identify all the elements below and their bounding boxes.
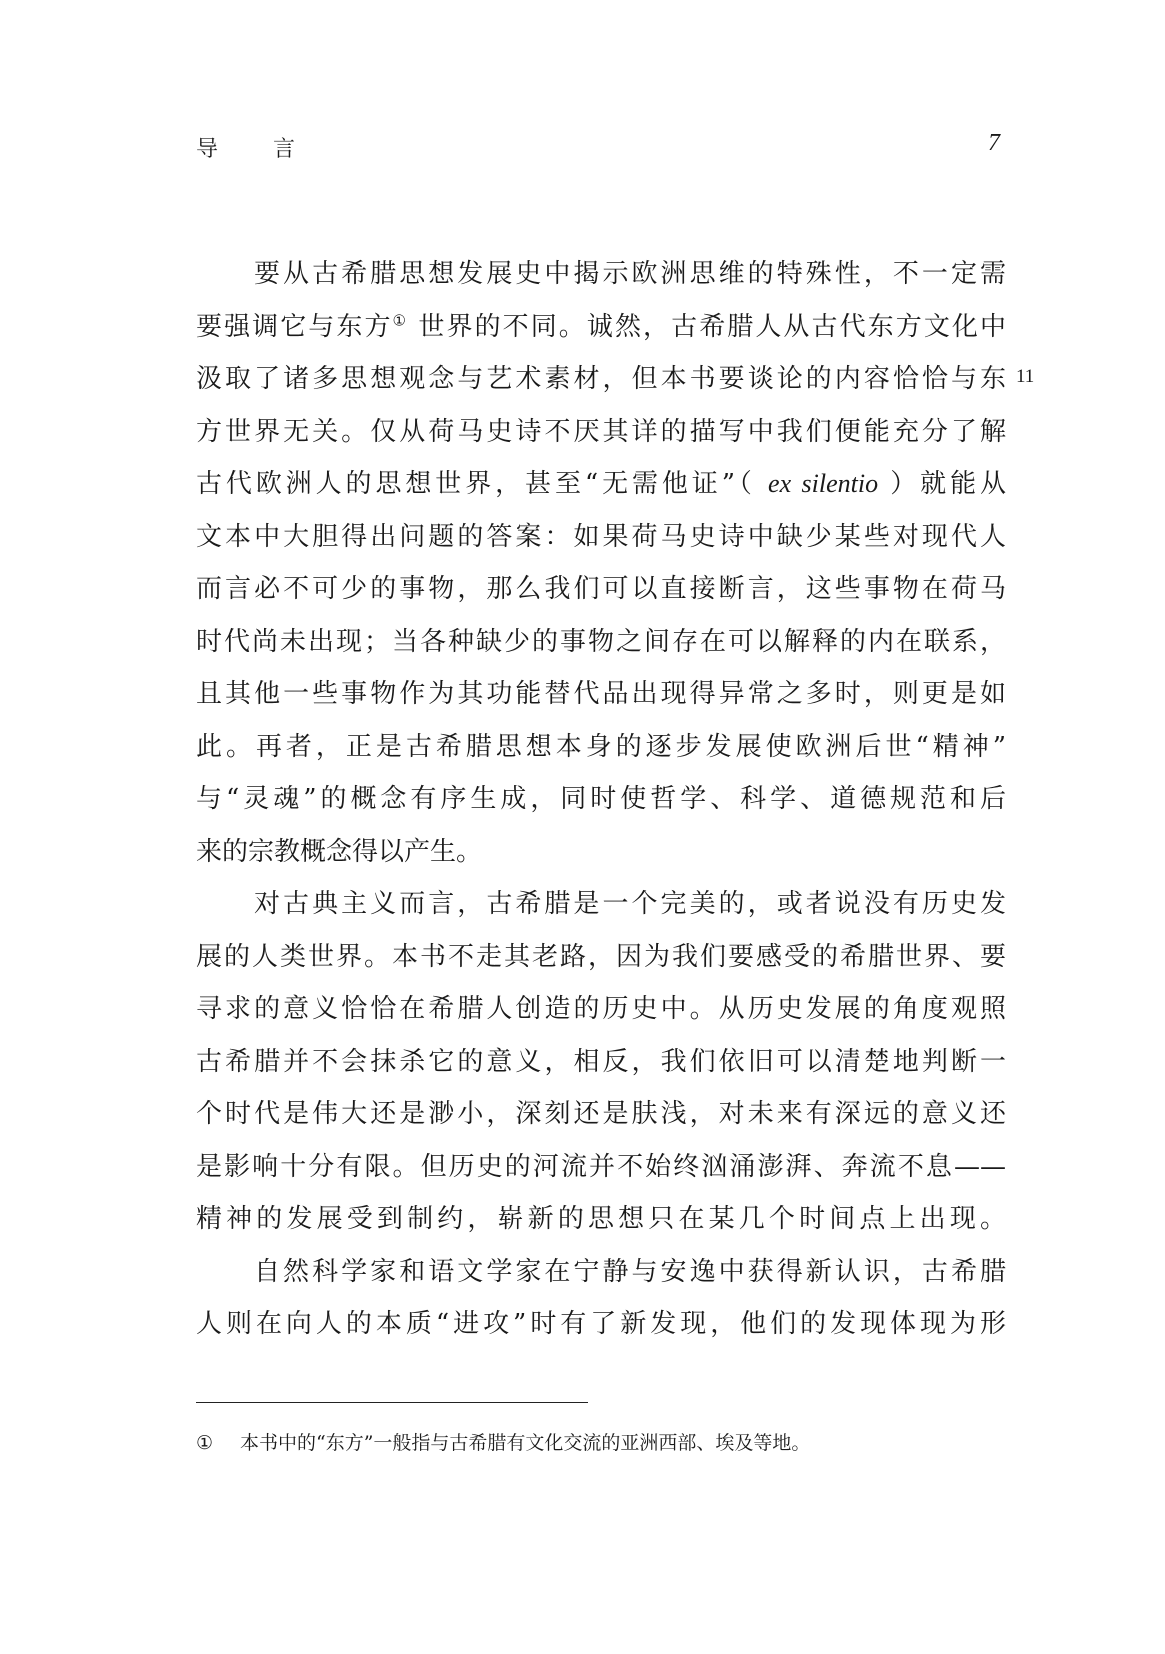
text-line: 方世界无关。仅从荷马史诗不厌其详的描写中我们便能充分了解 (196, 416, 1006, 447)
text-line: 要强调它与东方① 世界的不同。诚然，古希腊人从古代东方文化中 (196, 310, 1006, 342)
text-line: 此。再者，正是古希腊思想本身的逐步发展使欧洲后世“精神” (196, 731, 1006, 762)
text-line: 汲取了诸多思想观念与艺术素材，但本书要谈论的内容恰恰与东 (196, 364, 1006, 394)
text-line: 古代欧洲人的思想世界，甚至“无需他证”（ ex silentio ）就能从 (196, 469, 1007, 499)
footnote-divider (196, 1402, 588, 1403)
text-line: 古希腊并不会抹杀它的意义，相反，我们依旧可以清楚地判断一 (196, 1046, 1006, 1077)
text-line: 而言必不可少的事物，那么我们可以直接断言，这些事物在荷马 (196, 574, 1006, 604)
running-head: 导 言 (196, 137, 319, 162)
text-line: 时代尚未出现；当各种缺少的事物之间存在可以解释的内在联系， (196, 626, 1006, 657)
footnote-mark: ① (196, 1432, 214, 1454)
latin-phrase: ex silentio (768, 469, 879, 498)
main-text (196, 248, 1006, 1351)
text-line: 对古典主义而言，古希腊是一个完美的，或者说没有历史发 (254, 889, 1006, 919)
text-line: 是影响十分有限。但历史的河流并不始终汹涌澎湃、奔流不息—— (196, 1151, 1006, 1182)
text-line: 寻求的意义恰恰在希腊人创造的历史中。从历史发展的角度观照 (196, 994, 1006, 1024)
text-line: 精神的发展受到制约，崭新的思想只在某几个时间点上出现。 (196, 1204, 1006, 1234)
text-line: 要从古希腊思想发展史中揭示欧洲思维的特殊性，不一定需 (254, 259, 1006, 289)
text-line: 个时代是伟大还是渺小，深刻还是肤浅，对未来有深远的意义还 (196, 1099, 1006, 1129)
paragraph-2 (196, 878, 1006, 1246)
text-line: 自然科学家和语文学家在宁静与安逸中获得新认识，古希腊 (254, 1256, 1006, 1287)
paragraph-1 (196, 248, 1006, 878)
text-line: 与“灵魂”的概念有序生成，同时使哲学、科学、道德规范和后 (196, 784, 1006, 814)
text-line: 展的人类世界。本书不走其老路，因为我们要感受的希腊世界、要 (196, 941, 1006, 972)
page-number: 7 (988, 130, 1000, 156)
footnote (196, 1428, 810, 1455)
original-page-marker: 11 (1016, 366, 1035, 387)
text-line: 且其他一些事物作为其功能替代品出现得异常之多时，则更是如 (196, 679, 1006, 709)
paragraph-3 (196, 1246, 1006, 1351)
text-line: 人则在向人的本质“进攻”时有了新发现，他们的发现体现为形 (196, 1309, 1006, 1339)
text-line: 来的宗教概念得以产生。 (196, 836, 483, 867)
footnote-reference: ① (392, 310, 409, 329)
text-line: 文本中大胆得出问题的答案：如果荷马史诗中缺少某些对现代人 (196, 521, 1006, 552)
footnote-text: 本书中的“东方”一般指与古希腊有文化交流的亚洲西部、埃及等地。 (240, 1432, 811, 1454)
